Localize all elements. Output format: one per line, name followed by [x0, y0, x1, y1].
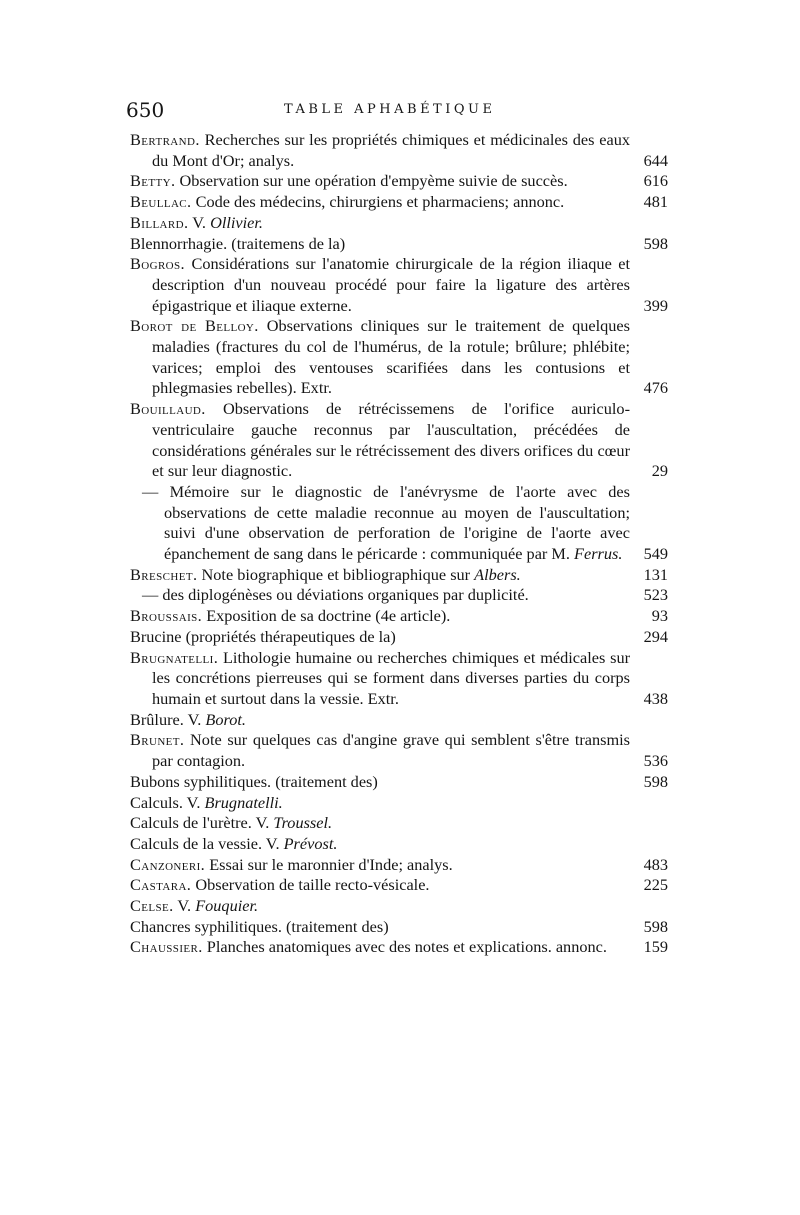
entry-headword: Breschet. — [130, 564, 198, 584]
entry-text: Planches anatomiques avec des notes et explications. annonc. — [206, 937, 607, 957]
entry-headword: Brunet. — [130, 730, 185, 750]
index-entry — [130, 171, 668, 192]
entry-page-number: 549 — [643, 544, 668, 564]
alphabetical-index — [130, 130, 668, 958]
entry-text: Essai sur le maronnier d'Inde; analys. — [209, 854, 453, 874]
entry-text: Code des médecins, chirurgiens et pharmaciens; annonc. — [195, 192, 565, 212]
entry-page-number: 598 — [643, 916, 668, 936]
entry-page-number: 294 — [643, 626, 668, 646]
entry-text: Observations cliniques sur le traitement de quelques maladies (fractures du col de l'humérus, de la rotule; brûlure; phlébite; varices; emploi des ventouses scarifiées dans les contusions et phlegmasies rebelles). Extr. — [152, 316, 630, 398]
index-entry — [130, 565, 668, 586]
entry-cross-reference: Prévost. — [283, 833, 338, 853]
index-entry — [130, 648, 668, 710]
index-entry — [130, 192, 668, 213]
index-entry — [130, 730, 668, 771]
entry-text: Bubons syphilitiques. (traitement des) — [130, 771, 378, 791]
entry-page-number: 93 — [651, 606, 668, 626]
entry-headword: Brugnatelli. — [130, 647, 219, 667]
entry-text: Brûlure. V. — [130, 709, 202, 729]
entry-text: Considérations sur l'anatomie chirurgicale de la région iliaque et description d'un nouveau procédé pour faire la ligature des artères épigastrique et iliaque externe. — [152, 254, 630, 315]
index-entry — [130, 834, 668, 855]
entry-page-number: 481 — [643, 192, 668, 212]
index-entry — [130, 254, 668, 316]
entry-text: Note sur quelques cas d'angine grave qui semblent s'être transmis par contagion. — [152, 730, 630, 771]
entry-headword: Celse. — [130, 896, 174, 916]
entry-text: Note biographique et bibliographique sur — [201, 564, 471, 584]
entry-headword: Betty. — [130, 171, 176, 191]
entry-text: Calculs. V. — [130, 792, 201, 812]
entry-text: V. — [192, 212, 206, 232]
entry-page-number: 523 — [643, 585, 668, 605]
index-entry — [130, 813, 668, 834]
entry-page-number: 536 — [643, 751, 668, 771]
entry-text: — des diplogénèses ou déviations organiques par duplicité. — [142, 585, 529, 605]
entry-cross-reference: Ollivier. — [210, 212, 263, 232]
index-entry — [142, 585, 668, 606]
entry-text: Observation de taille recto-vésicale. — [195, 875, 430, 895]
entry-page-number: 399 — [643, 295, 668, 315]
entry-headword: Bertrand. — [130, 130, 200, 149]
entry-text: V. — [177, 896, 192, 916]
page-number: 650 — [126, 98, 165, 122]
entry-text: Recherches sur les propriétés chimiques et médicinales des eaux du Mont d'Or; analys. — [152, 130, 631, 170]
index-entry — [130, 896, 668, 917]
entry-page-number: 616 — [643, 171, 668, 191]
entry-text: Calculs de l'urètre. V. — [130, 813, 270, 833]
entry-page-number: 131 — [643, 564, 668, 584]
entry-headword: Bogros. — [130, 254, 186, 274]
index-entry — [130, 772, 668, 793]
entry-cross-reference: Albers. — [474, 564, 521, 584]
index-entry — [130, 710, 668, 731]
index-entry — [130, 917, 668, 938]
entry-page-number: 476 — [643, 378, 668, 398]
entry-cross-reference: Ferrus. — [574, 544, 623, 564]
entry-text: Chancres syphilitiques. (traitement des) — [130, 916, 389, 936]
index-entry — [130, 855, 668, 876]
entry-text: Calculs de la vessie. V. — [130, 833, 280, 853]
entry-text: Lithologie humaine ou recherches chimiques et médicales sur les concrétions pierreuses qui se forment dans diverses parties du corps humain et surtout dans la vessie. Extr. — [152, 647, 631, 708]
index-entry — [130, 627, 668, 648]
index-entry — [130, 399, 668, 482]
entry-headword: Billard. — [130, 212, 189, 232]
entry-page-number: 644 — [643, 150, 668, 170]
index-entry — [130, 937, 668, 958]
index-entry — [130, 606, 668, 627]
page-header — [126, 98, 660, 124]
entry-cross-reference: Fouquier. — [195, 896, 259, 916]
entry-page-number: 225 — [643, 875, 668, 895]
entry-text: Observations de rétrécissemens de l'orifice auriculo-ventriculaire gauche reconnus par l'auscultation, précédées de considérations générales sur le rétrécissement des divers orifices du cœur et sur leur diagnostic. — [152, 399, 630, 481]
index-entry — [130, 875, 668, 896]
entry-page-number: 598 — [643, 771, 668, 791]
entry-headword: Beullac. — [130, 192, 192, 212]
entry-text: Exposition de sa doctrine (4e article). — [206, 606, 451, 626]
entry-page-number: 598 — [643, 233, 668, 253]
index-entry — [130, 213, 668, 234]
entry-cross-reference: Borot. — [205, 709, 246, 729]
index-entry — [130, 234, 668, 255]
entry-cross-reference: Troussel. — [273, 813, 333, 833]
entry-text: Blennorrhagie. (traitemens de la) — [130, 233, 346, 253]
entry-page-number: 438 — [643, 688, 668, 708]
entry-page-number: 483 — [643, 854, 668, 874]
entry-headword: Borot de Belloy. — [130, 316, 259, 336]
entry-page-number: 159 — [643, 937, 668, 957]
entry-headword: Broussais. — [130, 606, 203, 626]
index-entry — [142, 482, 668, 565]
index-entry — [130, 130, 668, 171]
entry-headword: Canzoneri. — [130, 854, 206, 874]
entry-text: Observation sur une opération d'empyème suivie de succès. — [179, 171, 568, 191]
entry-text: — Mémoire sur le diagnostic de l'anévrysme de l'aorte avec des observations de cette maladie reconnue au moyen de l'auscultation; suivi d'une observation de perforation de l'origine de l'aorte avec épanchement de sang dans le péricarde : communiquée par M. — [142, 481, 630, 564]
running-title: TABLE APHABÉTIQUE — [284, 102, 496, 117]
index-entry — [130, 793, 668, 814]
entry-cross-reference: Brugnatelli. — [204, 792, 283, 812]
entry-headword: Bouillaud. — [130, 399, 206, 419]
entry-headword: Castara. — [130, 875, 192, 895]
entry-headword: Chaussier. — [130, 937, 203, 957]
entry-page-number: 29 — [651, 461, 668, 481]
index-entry — [130, 316, 668, 399]
entry-text: Brucine (propriétés thérapeutiques de la) — [130, 626, 396, 646]
